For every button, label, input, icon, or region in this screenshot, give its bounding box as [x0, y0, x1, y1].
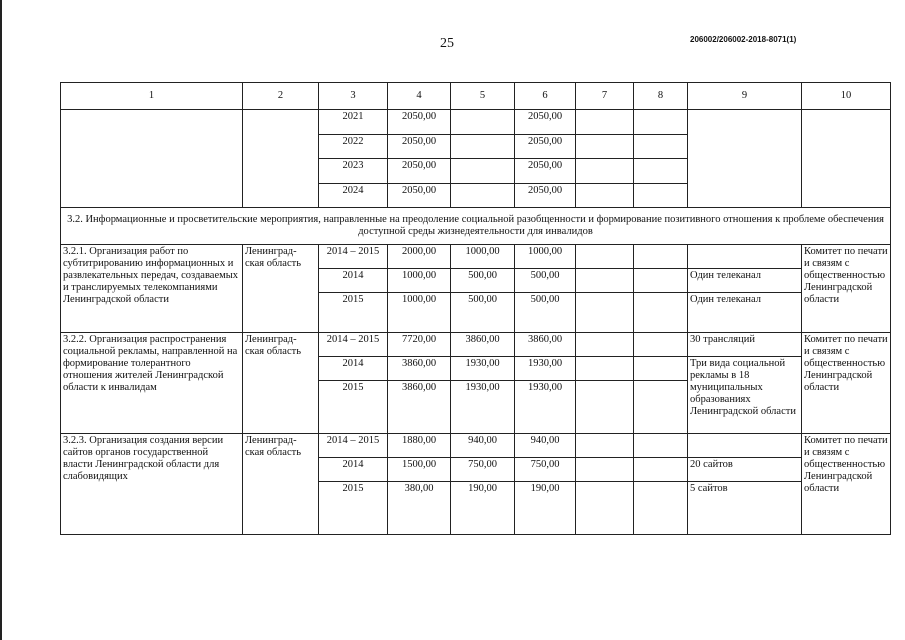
budget-cell: 750,00	[515, 458, 576, 482]
year-cell: 2022	[319, 134, 388, 159]
total-cell: 2050,00	[388, 134, 451, 159]
total-cell: 1000,00	[388, 293, 451, 333]
budget-cell: 2050,00	[515, 159, 576, 184]
federal-cell: 1930,00	[451, 381, 515, 434]
total-cell: 1000,00	[388, 269, 451, 293]
page-number: 25	[440, 36, 454, 51]
total-cell: 1500,00	[388, 458, 451, 482]
budget-cell: 940,00	[515, 434, 576, 458]
period-cell: 2014	[319, 458, 388, 482]
budget-cell: 190,00	[515, 482, 576, 535]
budget-cell: 3860,00	[515, 333, 576, 357]
total-cell: 2000,00	[388, 245, 451, 269]
result-cell: Один телеканал	[688, 269, 802, 293]
col-header: 6	[515, 83, 576, 110]
period-cell: 2014	[319, 269, 388, 293]
year-cell: 2023	[319, 159, 388, 184]
table-row	[61, 245, 891, 269]
activity-name: 3.2.2. Организация распространения социальной рекламы, направленной на формирование толерантного отношения жителей Ленинградской области к инвалидам	[61, 333, 243, 434]
col-header: 4	[388, 83, 451, 110]
total-cell: 380,00	[388, 482, 451, 535]
col-header: 2	[243, 83, 319, 110]
col-header: 8	[634, 83, 688, 110]
budget-cell: 500,00	[515, 269, 576, 293]
budget-cell: 2050,00	[515, 110, 576, 135]
result-cell: 30 трансляций	[688, 333, 802, 357]
total-cell: 3860,00	[388, 381, 451, 434]
result-cell: 5 сайтов	[688, 482, 802, 535]
federal-cell: 940,00	[451, 434, 515, 458]
year-cell: 2024	[319, 183, 388, 208]
result-cell: Три вида социальной рекламы в 18 муниципальных образованиях Ленинградской области	[688, 357, 802, 434]
period-cell: 2014 – 2015	[319, 245, 388, 269]
section-row	[61, 208, 891, 245]
col-header: 5	[451, 83, 515, 110]
col-header: 3	[319, 83, 388, 110]
section-title: 3.2. Информационные и просветительские мероприятия, направленные на преодоление социальной разобщенности и формирование позитивного отношения к проблеме обеспечения доступной среды жизнедеятельности для инвалидов	[61, 208, 891, 245]
federal-cell: 3860,00	[451, 333, 515, 357]
document-id: 206002/206002-2018-8071(1)	[690, 35, 797, 44]
col-header: 1	[61, 83, 243, 110]
period-cell: 2014 – 2015	[319, 333, 388, 357]
result-cell	[688, 434, 802, 458]
year-cell: 2021	[319, 110, 388, 135]
table-row	[61, 434, 891, 458]
period-cell: 2015	[319, 293, 388, 333]
budget-cell: 1000,00	[515, 245, 576, 269]
header-row	[61, 83, 891, 110]
table-row	[61, 333, 891, 357]
total-cell: 7720,00	[388, 333, 451, 357]
territory: Ленинград- ская область	[243, 333, 319, 434]
federal-cell: 1930,00	[451, 357, 515, 381]
result-cell: 20 сайтов	[688, 458, 802, 482]
period-cell: 2015	[319, 482, 388, 535]
period-cell: 2014 – 2015	[319, 434, 388, 458]
period-cell: 2014	[319, 357, 388, 381]
federal-cell: 750,00	[451, 458, 515, 482]
responsible: Комитет по печати и связям с общественностью Ленинградской области	[802, 333, 891, 434]
table-row	[61, 110, 891, 135]
activity-name: 3.2.1. Организация работ по субтитрированию информационных и развлекательных передач, создаваемых и транслируемых телекомпаниями Ленинградской области	[61, 245, 243, 333]
responsible: Комитет по печати и связям с общественностью Ленинградской области	[802, 245, 891, 333]
activity-name: 3.2.3. Организация создания версии сайтов органов государственной власти Ленинградской области для слабовидящих	[61, 434, 243, 535]
federal-cell: 190,00	[451, 482, 515, 535]
budget-cell: 1930,00	[515, 357, 576, 381]
result-cell: Один телеканал	[688, 293, 802, 333]
territory: Ленинград- ская область	[243, 245, 319, 333]
total-cell: 3860,00	[388, 357, 451, 381]
total-cell: 2050,00	[388, 110, 451, 135]
result-cell	[688, 245, 802, 269]
federal-cell: 500,00	[451, 293, 515, 333]
col-header: 7	[576, 83, 634, 110]
budget-cell: 1930,00	[515, 381, 576, 434]
budget-cell: 500,00	[515, 293, 576, 333]
federal-cell: 500,00	[451, 269, 515, 293]
program-table	[60, 82, 891, 535]
budget-cell: 2050,00	[515, 134, 576, 159]
responsible: Комитет по печати и связям с общественностью Ленинградской области	[802, 434, 891, 535]
budget-cell: 2050,00	[515, 183, 576, 208]
period-cell: 2015	[319, 381, 388, 434]
scan-edge	[0, 0, 2, 640]
col-header: 9	[688, 83, 802, 110]
col-header: 10	[802, 83, 891, 110]
total-cell: 1880,00	[388, 434, 451, 458]
federal-cell: 1000,00	[451, 245, 515, 269]
total-cell: 2050,00	[388, 159, 451, 184]
total-cell: 2050,00	[388, 183, 451, 208]
territory: Ленинград- ская область	[243, 434, 319, 535]
